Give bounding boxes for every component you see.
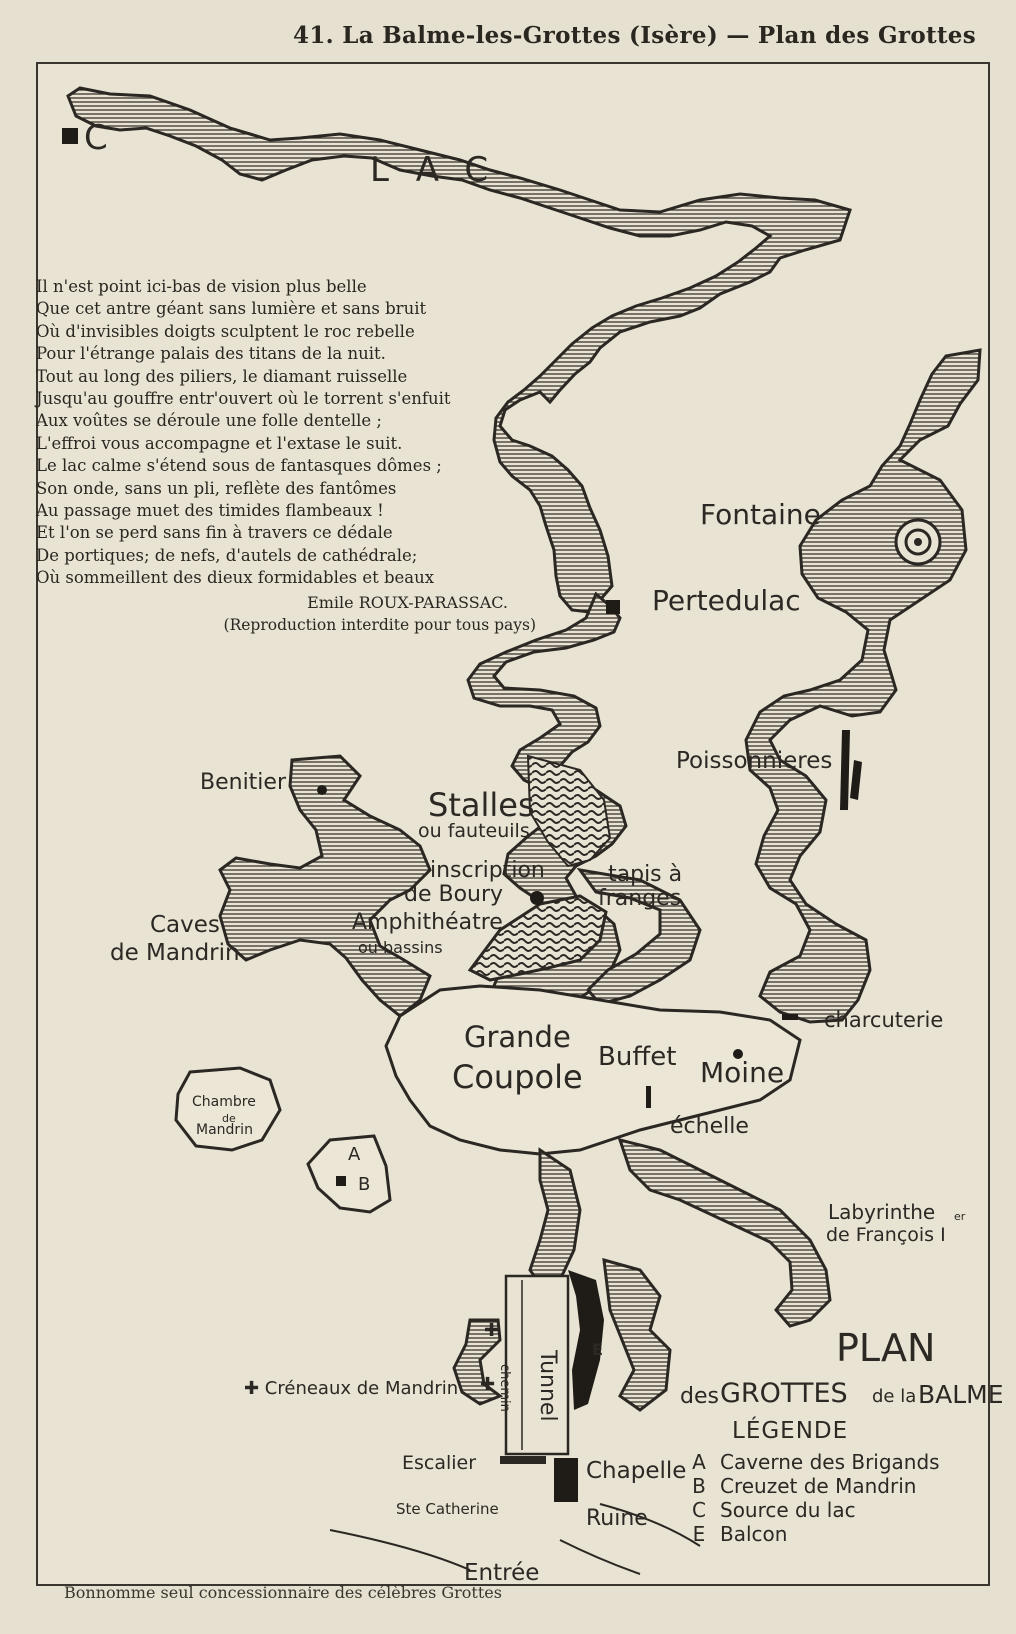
poem-line: Il n'est point ici-bas de vision plus belle [36, 277, 367, 296]
label-fontaine: Fontaine [700, 498, 821, 531]
reproduction-notice: (Reproduction interdite pour tous pays) [223, 616, 536, 635]
poissonnieres-mark-1 [840, 730, 850, 810]
label-escalier: Escalier [402, 1452, 477, 1474]
label-de-francois: de François I [826, 1224, 946, 1246]
chapelle-marker [554, 1458, 578, 1502]
label-labyrinthe: Labyrinthe [828, 1200, 936, 1224]
fontaine-passage [746, 350, 980, 1022]
page-title: 41. La Balme-les-Grottes (Isère) — Plan des Grottes [293, 22, 976, 49]
legend-item [692, 1522, 940, 1546]
escalier-step [500, 1456, 546, 1464]
label-grande: Grande [464, 1020, 571, 1054]
label-tapis-a: tapis à [608, 862, 683, 887]
poem-line: L'effroi vous accompagne et l'extase le suit. [36, 433, 403, 453]
fontaine-center-dot [914, 538, 922, 546]
label-franges: franges [598, 886, 682, 911]
label-chambre: Chambre [192, 1094, 256, 1110]
footer-text: Bonnomme seul concessionnaire des célèbres Grottes [64, 1583, 502, 1602]
label-tunnel: Tunnel [535, 1350, 560, 1422]
label-ou-bassins: ou bassins [358, 938, 443, 957]
poem-line: Tout au long des piliers, le diamant ruisselle [36, 366, 408, 386]
label-b-marker: B [358, 1174, 371, 1195]
legend-item [692, 1450, 940, 1474]
inscription-dot-icon [530, 891, 544, 905]
poem-line: Le lac calme s'étend sous de fantasques dômes ; [36, 456, 442, 476]
poem-line: Et l'on se perd sans fin à travers ce dédale [36, 523, 393, 543]
poem-line: Au passage muet des timides flambeaux ! [36, 501, 384, 521]
label-benitier: Benitier [200, 770, 287, 795]
label-chapelle: Chapelle [586, 1458, 687, 1484]
label-coupole: Coupole [452, 1058, 583, 1096]
benitier-dot-icon [317, 785, 327, 795]
label-caves: Caves [150, 912, 220, 938]
poissonnieres-mark-2 [850, 760, 862, 800]
poem-line: Son onde, sans un pli, reflète des fantômes [36, 478, 397, 498]
plan-title: PLAN [836, 1326, 936, 1370]
label-de-mandrin: de Mandrin [110, 940, 240, 966]
benitier-passage [220, 756, 430, 1016]
label-inscription: inscription [430, 858, 545, 883]
plan-subtitle-des: des [680, 1384, 719, 1409]
legend-title: LÉGENDE [732, 1418, 849, 1444]
creneau-cross-icon-2: ✚ [480, 1374, 496, 1395]
label-er: er [954, 1210, 966, 1223]
label-ruine: Ruine [586, 1506, 648, 1531]
poem-line: Aux voûtes se déroule une folle dentelle ; [36, 411, 382, 431]
legend-text: Caverne des Brigands [720, 1450, 940, 1474]
buffet-marker-icon [646, 1086, 651, 1108]
plan-subtitle-de-la: de la [872, 1386, 917, 1407]
entrance-passage [530, 1150, 580, 1290]
plan-subtitle-grottes: GROTTES [720, 1378, 848, 1409]
creneau-cross-icon: ✚ [484, 1320, 500, 1341]
label-chambre-mandrin: Mandrin [196, 1122, 253, 1138]
label-poissonnieres: Poissonnieres [676, 748, 833, 774]
label-de-boury: de Boury [404, 882, 504, 907]
label-ste-catherine: Ste Catherine [396, 1500, 499, 1518]
legend-list [692, 1450, 940, 1546]
label-amphitheatre: Amphithéatre [352, 910, 503, 935]
label-buffet: Buffet [598, 1042, 677, 1072]
label-chemin: chemin [497, 1364, 512, 1412]
legend-item [692, 1498, 940, 1522]
poem-block [36, 276, 556, 637]
label-creneaux: ✚ Créneaux de Mandrin [244, 1378, 459, 1399]
label-a-marker: A [348, 1144, 361, 1165]
label-ou-fauteuils: ou fauteuils [418, 820, 530, 842]
poem-line: Pour l'étrange palais des titans de la nuit. [36, 344, 386, 364]
poem-line: Où sommeillent des dieux formidables et beaux [36, 568, 435, 588]
legend-key: C [692, 1498, 706, 1522]
poem-line: Que cet antre géant sans lumière et sans bruit [36, 299, 427, 319]
poem-line: Où d'invisibles doigts sculptent le roc rebelle [36, 321, 415, 341]
charcuterie-marker-icon [782, 1014, 798, 1020]
legend-text: Source du lac [720, 1498, 856, 1522]
label-stalles: Stalles [428, 786, 535, 824]
poem-author: Emile ROUX-PARASSAC. [307, 592, 508, 612]
label-c-marker: C [84, 118, 108, 158]
plan-subtitle-balme: BALME [918, 1380, 1004, 1409]
label-perte-du-lac: Pertedulac [652, 584, 801, 617]
creuzet-marker-icon [336, 1176, 346, 1186]
legend-text: Balcon [720, 1522, 788, 1546]
label-chambre-de: de [222, 1112, 236, 1125]
poem-line: Jusqu'au gouffre entr'ouvert où le torrent s'enfuit [36, 389, 451, 409]
label-lac: LAC [370, 150, 515, 190]
legend-key: E [692, 1522, 706, 1546]
label-e-marker: E [592, 1340, 603, 1359]
legend-key: A [692, 1450, 706, 1474]
legend-key: B [692, 1474, 706, 1498]
poem-line: De portiques; de nefs, d'autels de cathédrale; [36, 545, 418, 565]
label-moine: Moine [700, 1056, 785, 1089]
right-lower-passage [604, 1260, 670, 1410]
label-charcuterie: charcuterie [824, 1008, 944, 1032]
source-du-lac-marker-icon [62, 128, 78, 144]
legend-text: Creuzet de Mandrin [720, 1474, 917, 1498]
label-echelle: échelle [670, 1114, 749, 1139]
legend-item [692, 1474, 940, 1498]
label-entree: Entrée [464, 1560, 540, 1586]
perte-du-lac-marker-icon [606, 600, 620, 614]
